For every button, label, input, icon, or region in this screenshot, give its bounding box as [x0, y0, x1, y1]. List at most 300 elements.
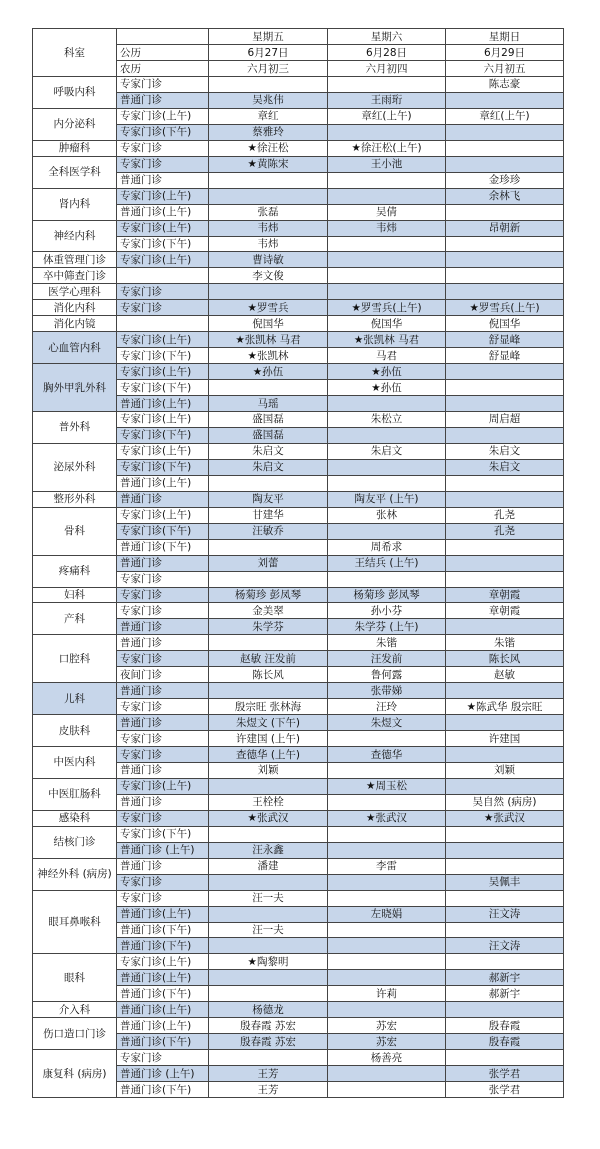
dept-name: 内分泌科	[33, 108, 117, 140]
doctor-sun	[446, 380, 564, 396]
doctor-sun: 孔尧	[446, 507, 564, 523]
doctor-sun: ★罗雪兵(上午)	[446, 300, 564, 316]
dept-name: 神经内科	[33, 220, 117, 252]
dept-name: 消化内科	[33, 300, 117, 316]
doctor-sun	[446, 236, 564, 252]
doctor-sun	[446, 683, 564, 699]
dept-name: 眼科	[33, 954, 117, 1002]
doctor-sat: 杨菊珍 彭凤琴	[328, 587, 446, 603]
clinic-type: 专家门诊	[117, 731, 209, 747]
clinic-type: 专家门诊(上午)	[117, 954, 209, 970]
clinic-type: 专家门诊(上午)	[117, 507, 209, 523]
doctor-fri: 殷春霞 苏宏	[209, 1034, 328, 1050]
doctor-fri: 王栓栓	[209, 794, 328, 810]
clinic-type: 普通门诊(上午)	[117, 970, 209, 986]
dept-name: 骨科	[33, 507, 117, 555]
doctor-sat: ★徐汪松(上午)	[328, 140, 446, 156]
doctor-sun: 郝新宇	[446, 986, 564, 1002]
doctor-fri: 朱启文	[209, 459, 328, 475]
dept-name: 介入科	[33, 1002, 117, 1018]
doctor-sun: 章红(上午)	[446, 108, 564, 124]
doctor-sun: 舒显峰	[446, 332, 564, 348]
doctor-sun: 陈志豪	[446, 77, 564, 93]
doctor-sun: 张学君	[446, 1066, 564, 1082]
clinic-type: 普通门诊(上午)	[117, 1002, 209, 1018]
doctor-sat	[328, 284, 446, 300]
doctor-sun	[446, 954, 564, 970]
doctor-sat: 王小池	[328, 156, 446, 172]
clinic-type: 专家门诊	[117, 571, 209, 587]
dept-name: 结核门诊	[33, 826, 117, 858]
dept-name: 中医肛肠科	[33, 778, 117, 810]
clinic-type: 普通门诊 (上午)	[117, 1066, 209, 1082]
doctor-fri: 汪一夫	[209, 922, 328, 938]
doctor-sun	[446, 427, 564, 443]
dept-name: 肾内科	[33, 188, 117, 220]
doctor-sat: 汪玲	[328, 699, 446, 715]
doctor-sun	[446, 252, 564, 268]
dept-name: 中医内科	[33, 747, 117, 779]
doctor-sun: 郝新宇	[446, 970, 564, 986]
doctor-sat: 汪发前	[328, 651, 446, 667]
dept-name: 产科	[33, 603, 117, 635]
doctor-sun	[446, 747, 564, 763]
doctor-sat: 张林	[328, 507, 446, 523]
doctor-sun: ★陈武华 殷宗旺	[446, 699, 564, 715]
doctor-sun	[446, 140, 564, 156]
clinic-type: 专家门诊(下午)	[117, 380, 209, 396]
table-row	[33, 252, 564, 268]
doctor-sun	[446, 268, 564, 284]
doctor-fri: 许建国 (上午)	[209, 731, 328, 747]
doctor-fri	[209, 1050, 328, 1066]
doctor-sun: 陈长风	[446, 651, 564, 667]
doctor-fri: 王芳	[209, 1082, 328, 1098]
doctor-sun	[446, 1002, 564, 1018]
doctor-sat	[328, 1002, 446, 1018]
table-row	[33, 954, 564, 970]
doctor-sun: 章朝霞	[446, 603, 564, 619]
doctor-fri	[209, 778, 328, 794]
doctor-sun	[446, 890, 564, 906]
doctor-sun	[446, 92, 564, 108]
doctor-fri	[209, 970, 328, 986]
schedule-body	[33, 29, 564, 1098]
clinic-type	[117, 268, 209, 284]
doctor-fri	[209, 475, 328, 491]
dept-name: 整形外科	[33, 491, 117, 507]
doctor-sun	[446, 778, 564, 794]
clinic-type: 专家门诊	[117, 1050, 209, 1066]
doctor-sat: 张带娣	[328, 683, 446, 699]
doctor-sat: 朱煜文	[328, 715, 446, 731]
doctor-fri	[209, 938, 328, 954]
dept-name: 疼痛科	[33, 555, 117, 587]
clinic-type: 普通门诊	[117, 555, 209, 571]
doctor-fri: 殷宗旺 张林海	[209, 699, 328, 715]
clinic-type: 普通门诊(上午)	[117, 906, 209, 922]
table-row	[33, 412, 564, 428]
table-row	[33, 635, 564, 651]
doctor-sat: ★张武汉	[328, 810, 446, 826]
doctor-fri: 汪一夫	[209, 890, 328, 906]
dept-name: 体重管理门诊	[33, 252, 117, 268]
dept-name: 感染科	[33, 810, 117, 826]
table-row	[33, 316, 564, 332]
day-header: 星期五	[209, 29, 328, 45]
doctor-fri: 刘颖	[209, 762, 328, 778]
day-header: 星期日	[446, 29, 564, 45]
doctor-sun	[446, 571, 564, 587]
doctor-sat: 朱学芬 (上午)	[328, 619, 446, 635]
table-row	[33, 810, 564, 826]
clinic-type: 普通门诊	[117, 491, 209, 507]
dept-name: 伤口造口门诊	[33, 1018, 117, 1050]
doctor-fri: 金美翠	[209, 603, 328, 619]
doctor-fri: 盛国磊	[209, 427, 328, 443]
table-row	[33, 332, 564, 348]
doctor-fri	[209, 539, 328, 555]
doctor-fri: 陈长风	[209, 667, 328, 683]
doctor-fri: 朱启文	[209, 443, 328, 459]
clinic-type	[117, 316, 209, 332]
table-row	[33, 443, 564, 459]
doctor-fri: 韦炜	[209, 220, 328, 236]
doctor-fri: 倪国华	[209, 316, 328, 332]
clinic-type: 专家门诊	[117, 747, 209, 763]
doctor-sat: 马君	[328, 348, 446, 364]
gregorian-date: 6月27日	[209, 45, 328, 61]
dept-name: 妇科	[33, 587, 117, 603]
doctor-sat	[328, 922, 446, 938]
dept-name: 皮肤科	[33, 715, 117, 747]
dept-name: 卒中筛查门诊	[33, 268, 117, 284]
doctor-sat	[328, 954, 446, 970]
clinic-type: 专家门诊(上午)	[117, 412, 209, 428]
doctor-sun: 孔尧	[446, 523, 564, 539]
doctor-sat	[328, 188, 446, 204]
table-row	[33, 491, 564, 507]
dept-name: 心血管内科	[33, 332, 117, 364]
clinic-type: 普通门诊(上午)	[117, 1018, 209, 1034]
clinic-type: 普通门诊(上午)	[117, 204, 209, 220]
doctor-sat	[328, 731, 446, 747]
doctor-fri: 曹诗敏	[209, 252, 328, 268]
clinic-type: 专家门诊	[117, 587, 209, 603]
clinic-type: 专家门诊	[117, 890, 209, 906]
clinic-type: 专家门诊	[117, 651, 209, 667]
doctor-sun	[446, 922, 564, 938]
lunar-label: 农历	[117, 61, 209, 77]
doctor-sun: 朱锴	[446, 635, 564, 651]
doctor-fri: ★黄陈宋	[209, 156, 328, 172]
gregorian-label: 公历	[117, 45, 209, 61]
doctor-sat: ★周玉松	[328, 778, 446, 794]
doctor-sat	[328, 794, 446, 810]
dept-name: 泌尿外科	[33, 443, 117, 491]
table-row	[33, 1002, 564, 1018]
doctor-sat: 王雨珩	[328, 92, 446, 108]
clinic-type: 专家门诊(下午)	[117, 124, 209, 140]
doctor-sun	[446, 539, 564, 555]
clinic-type: 专家门诊(上午)	[117, 778, 209, 794]
doctor-fri	[209, 571, 328, 587]
clinic-type: 专家门诊	[117, 874, 209, 890]
table-row	[33, 108, 564, 124]
doctor-sat	[328, 762, 446, 778]
doctor-fri: 汪敏乔	[209, 523, 328, 539]
doctor-sun	[446, 858, 564, 874]
doctor-sun	[446, 619, 564, 635]
clinic-type: 普通门诊	[117, 92, 209, 108]
doctor-sat	[328, 842, 446, 858]
doctor-sat: 朱锴	[328, 635, 446, 651]
dept-name: 康复科 (病房)	[33, 1050, 117, 1098]
doctor-fri: ★孙伍	[209, 364, 328, 380]
doctor-fri: 张磊	[209, 204, 328, 220]
clinic-type: 专家门诊(下午)	[117, 523, 209, 539]
table-row	[33, 1018, 564, 1034]
doctor-sat: 左晓娟	[328, 906, 446, 922]
doctor-fri: 杨德龙	[209, 1002, 328, 1018]
doctor-fri: 韦炜	[209, 236, 328, 252]
doctor-fri: 杨菊珍 彭凤琴	[209, 587, 328, 603]
doctor-sat	[328, 172, 446, 188]
dept-name: 呼吸内科	[33, 77, 117, 109]
table-row	[33, 715, 564, 731]
table-row	[33, 268, 564, 284]
clinic-type: 普通门诊(下午)	[117, 1082, 209, 1098]
doctor-sat: 杨善亮	[328, 1050, 446, 1066]
doctor-sun: 殷春霞	[446, 1034, 564, 1050]
dept-header: 科室	[33, 29, 117, 77]
doctor-fri: 朱学芬	[209, 619, 328, 635]
doctor-sun: ★张武汉	[446, 810, 564, 826]
doctor-fri: 李文俊	[209, 268, 328, 284]
clinic-type: 专家门诊(下午)	[117, 459, 209, 475]
doctor-sun: 倪国华	[446, 316, 564, 332]
doctor-sun: 张学君	[446, 1082, 564, 1098]
doctor-fri: 殷春霞 苏宏	[209, 1018, 328, 1034]
doctor-fri: 朱煜文 (下午)	[209, 715, 328, 731]
schedule-table	[32, 28, 564, 1098]
day-header: 星期六	[328, 29, 446, 45]
doctor-fri: 潘建	[209, 858, 328, 874]
doctor-sun	[446, 555, 564, 571]
clinic-type: 普通门诊(上午)	[117, 475, 209, 491]
lunar-date: 六月初四	[328, 61, 446, 77]
doctor-sun: 朱启文	[446, 459, 564, 475]
clinic-type: 普通门诊	[117, 683, 209, 699]
doctor-fri: ★徐汪松	[209, 140, 328, 156]
doctor-sat	[328, 252, 446, 268]
clinic-type: 专家门诊	[117, 699, 209, 715]
clinic-type: 专家门诊(下午)	[117, 427, 209, 443]
doctor-sat	[328, 890, 446, 906]
doctor-sun	[446, 1050, 564, 1066]
doctor-sat: ★孙伍	[328, 364, 446, 380]
table-row	[33, 140, 564, 156]
doctor-sat	[328, 523, 446, 539]
clinic-type: 普通门诊	[117, 619, 209, 635]
doctor-sun: 刘颖	[446, 762, 564, 778]
doctor-sun: 朱启文	[446, 443, 564, 459]
table-row	[33, 858, 564, 874]
clinic-type: 普通门诊(下午)	[117, 922, 209, 938]
doctor-fri	[209, 906, 328, 922]
clinic-type: 专家门诊	[117, 284, 209, 300]
doctor-sun: 汪文涛	[446, 938, 564, 954]
doctor-sat: 苏宏	[328, 1034, 446, 1050]
clinic-type: 普通门诊	[117, 858, 209, 874]
doctor-sun: 周启超	[446, 412, 564, 428]
dept-name: 全科医学科	[33, 156, 117, 188]
doctor-sun: 金珍珍	[446, 172, 564, 188]
doctor-sat: 许莉	[328, 986, 446, 1002]
doctor-sun: 吴自然 (病房)	[446, 794, 564, 810]
doctor-sat	[328, 427, 446, 443]
doctor-sat: ★罗雪兵(上午)	[328, 300, 446, 316]
clinic-type: 专家门诊(上午)	[117, 252, 209, 268]
clinic-type: 专家门诊(上午)	[117, 332, 209, 348]
clinic-type: 专家门诊	[117, 77, 209, 93]
doctor-sat	[328, 475, 446, 491]
doctor-sat	[328, 124, 446, 140]
dept-name: 消化内镜	[33, 316, 117, 332]
doctor-sat	[328, 874, 446, 890]
table-row	[33, 778, 564, 794]
clinic-type: 专家门诊	[117, 810, 209, 826]
dept-name: 普外科	[33, 412, 117, 444]
clinic-type: 专家门诊	[117, 156, 209, 172]
table-row	[33, 300, 564, 316]
doctor-fri	[209, 826, 328, 842]
dept-name: 口腔科	[33, 635, 117, 683]
doctor-fri	[209, 77, 328, 93]
doctor-fri: ★张凯林 马君	[209, 332, 328, 348]
clinic-type: 专家门诊(下午)	[117, 348, 209, 364]
doctor-sun: 许建国	[446, 731, 564, 747]
table-row	[33, 683, 564, 699]
doctor-sat: 鲁何露	[328, 667, 446, 683]
table-row	[33, 220, 564, 236]
clinic-type: 专家门诊(上午)	[117, 188, 209, 204]
doctor-sun	[446, 124, 564, 140]
doctor-fri: 蔡雅玲	[209, 124, 328, 140]
doctor-fri: 刘蕾	[209, 555, 328, 571]
dept-name: 医学心理科	[33, 284, 117, 300]
doctor-fri: ★张武汉	[209, 810, 328, 826]
doctor-fri: 吴兆伟	[209, 92, 328, 108]
gregorian-date: 6月29日	[446, 45, 564, 61]
table-row	[33, 284, 564, 300]
doctor-fri: 王芳	[209, 1066, 328, 1082]
clinic-type: 专家门诊	[117, 300, 209, 316]
doctor-sun: 舒显峰	[446, 348, 564, 364]
doctor-sat	[328, 1066, 446, 1082]
table-row	[33, 156, 564, 172]
clinic-type: 普通门诊(下午)	[117, 1034, 209, 1050]
table-row	[33, 77, 564, 93]
doctor-sun: 赵敏	[446, 667, 564, 683]
doctor-fri	[209, 284, 328, 300]
doctor-fri: ★罗雪兵	[209, 300, 328, 316]
doctor-sat: 倪国华	[328, 316, 446, 332]
doctor-fri	[209, 683, 328, 699]
doctor-sat: ★张凯林 马君	[328, 332, 446, 348]
doctor-fri: 马瑶	[209, 396, 328, 412]
doctor-sat	[328, 826, 446, 842]
clinic-type: 普通门诊	[117, 762, 209, 778]
clinic-type: 普通门诊	[117, 172, 209, 188]
table-row	[33, 1050, 564, 1066]
doctor-fri	[209, 874, 328, 890]
clinic-type: 专家门诊(下午)	[117, 236, 209, 252]
doctor-sat	[328, 268, 446, 284]
doctor-sun	[446, 715, 564, 731]
doctor-sat: 李雷	[328, 858, 446, 874]
table-row	[33, 747, 564, 763]
doctor-fri: 赵敏 汪发前	[209, 651, 328, 667]
table-row	[33, 555, 564, 571]
doctor-sun: 余林飞	[446, 188, 564, 204]
clinic-type: 专家门诊(上午)	[117, 443, 209, 459]
doctor-sat: ★孙伍	[328, 380, 446, 396]
clinic-type: 专家门诊(下午)	[117, 826, 209, 842]
clinic-type: 普通门诊(下午)	[117, 986, 209, 1002]
clinic-type: 普通门诊(下午)	[117, 539, 209, 555]
doctor-sat: 朱松立	[328, 412, 446, 428]
clinic-type: 专家门诊(上午)	[117, 220, 209, 236]
doctor-sun	[446, 396, 564, 412]
doctor-fri: 陶友平	[209, 491, 328, 507]
table-row	[33, 890, 564, 906]
doctor-sun	[446, 204, 564, 220]
clinic-type: 专家门诊(上午)	[117, 364, 209, 380]
doctor-fri	[209, 172, 328, 188]
doctor-sun	[446, 364, 564, 380]
doctor-sat: 查德华	[328, 747, 446, 763]
header-row-days	[33, 29, 564, 45]
clinic-type: 普通门诊	[117, 715, 209, 731]
dept-name: 儿科	[33, 683, 117, 715]
dept-name: 肿瘤科	[33, 140, 117, 156]
doctor-sat	[328, 459, 446, 475]
gregorian-date: 6月28日	[328, 45, 446, 61]
clinic-type: 普通门诊(下午)	[117, 938, 209, 954]
doctor-fri	[209, 635, 328, 651]
table-row	[33, 364, 564, 380]
doctor-sat	[328, 571, 446, 587]
doctor-sun	[446, 842, 564, 858]
clinic-type: 专家门诊	[117, 603, 209, 619]
doctor-fri	[209, 188, 328, 204]
doctor-fri: ★张凯林	[209, 348, 328, 364]
doctor-fri: 汪永鑫	[209, 842, 328, 858]
doctor-fri	[209, 380, 328, 396]
doctor-sat: 朱启文	[328, 443, 446, 459]
dept-name: 胸外甲乳外科	[33, 364, 117, 412]
blank-header-cell	[117, 29, 209, 45]
doctor-sun	[446, 475, 564, 491]
clinic-type: 普通门诊 (上午)	[117, 842, 209, 858]
table-row	[33, 826, 564, 842]
clinic-type: 专家门诊	[117, 140, 209, 156]
doctor-sat	[328, 970, 446, 986]
doctor-sat: 周希求	[328, 539, 446, 555]
table-row	[33, 507, 564, 523]
doctor-sun	[446, 491, 564, 507]
